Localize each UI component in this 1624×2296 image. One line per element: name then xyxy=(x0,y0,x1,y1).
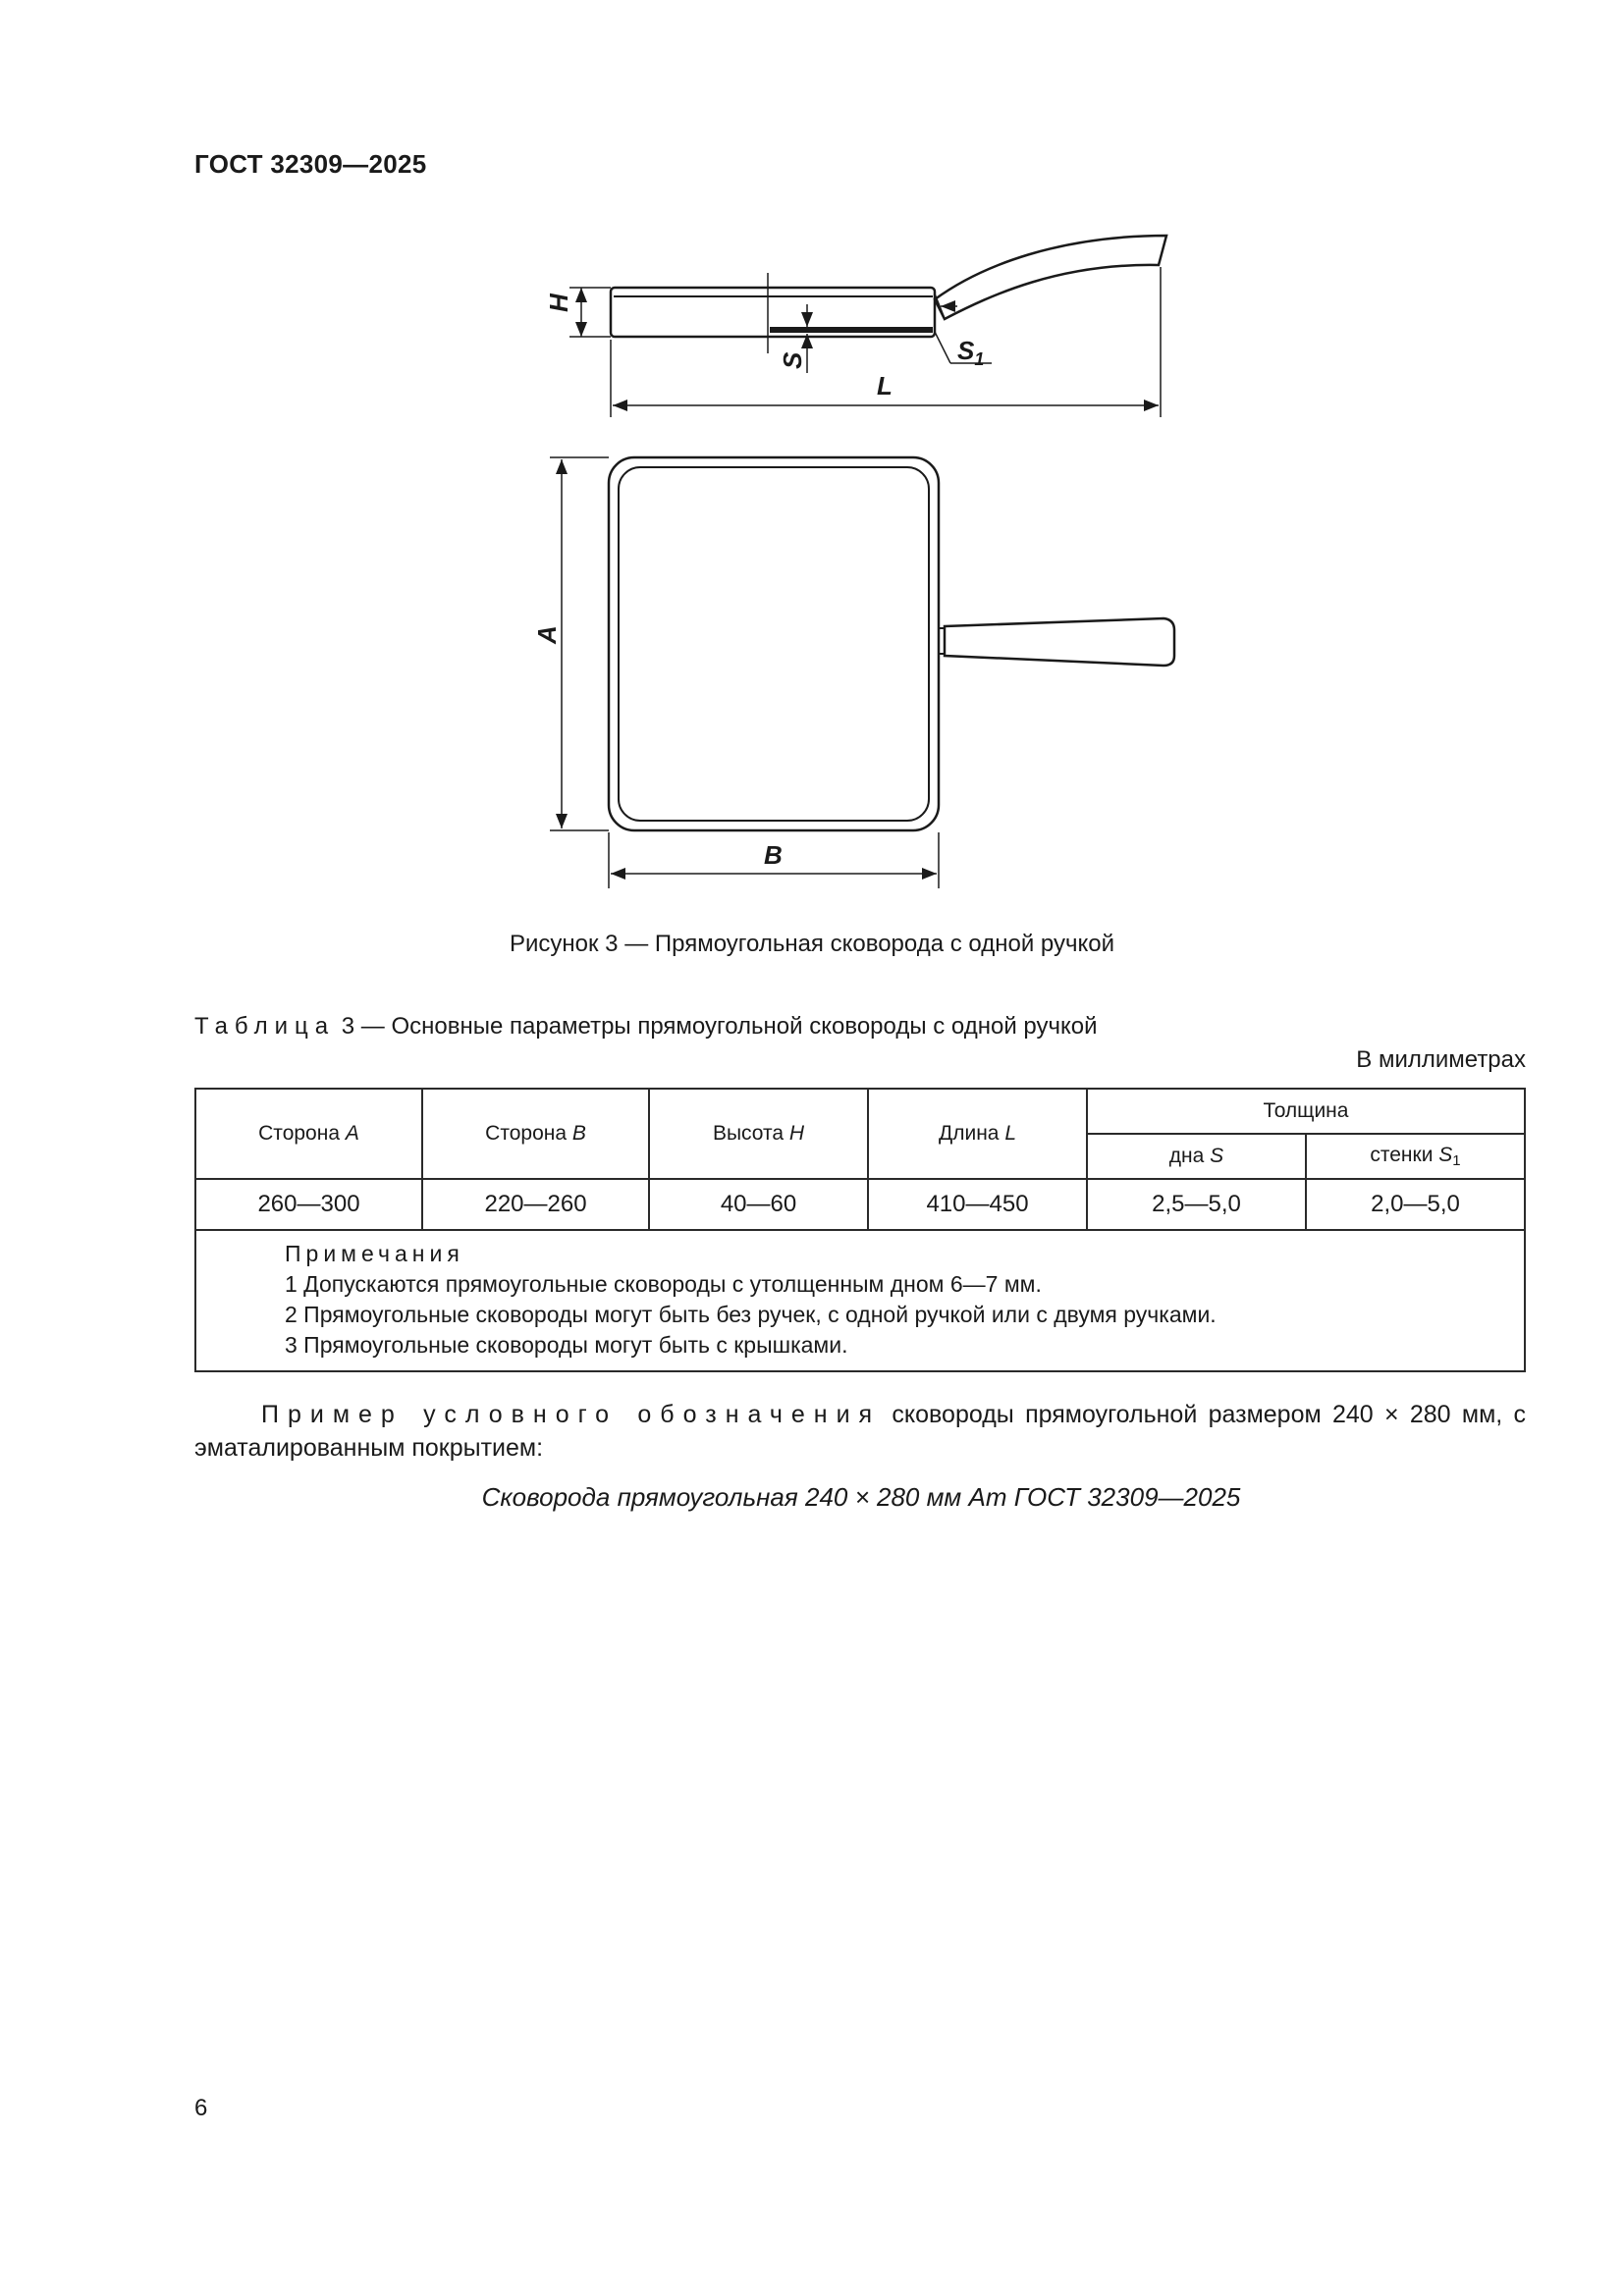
dim-label-h: H xyxy=(544,294,573,312)
cell-length: 410—450 xyxy=(868,1179,1087,1230)
note-item: 2 Прямоугольные сковороды могут быть без ручек, с одной ручкой или с двумя ручками. xyxy=(285,1302,1217,1327)
cell-height: 40—60 xyxy=(649,1179,868,1230)
header-side-a: Сторона A xyxy=(195,1089,422,1179)
parameters-table xyxy=(194,1088,1526,1372)
example-paragraph: Пример условного обозначения сковороды прямоугольной размером 240 × 280 мм, с эматалированным покрытием: xyxy=(194,1401,1527,1462)
note-item: 3 Прямоугольные сковороды могут быть с крышками. xyxy=(285,1332,848,1358)
cell-wall: 2,0—5,0 xyxy=(1306,1179,1525,1230)
header-height: Высота H xyxy=(649,1089,868,1179)
dim-label-s: S xyxy=(778,351,807,369)
side-view xyxy=(569,236,1166,417)
table-title: Таблица 3 — Основные параметры прямоугольной сковороды с одной ручкой xyxy=(194,1013,1098,1040)
dim-label-a: A xyxy=(532,625,562,644)
example-designation: Сковорода прямоугольная 240 × 280 мм Ат ГОСТ 32309—2025 xyxy=(481,1482,1241,1512)
cell-bottom: 2,5—5,0 xyxy=(1087,1179,1306,1230)
cell-side-b: 220—260 xyxy=(422,1179,649,1230)
header-bottom: дна S xyxy=(1087,1134,1306,1179)
document-header: ГОСТ 32309—2025 xyxy=(194,149,427,179)
dim-label-b: B xyxy=(764,840,783,870)
header-wall: стенки $S_1$ xyxy=(1306,1134,1525,1179)
page-number: 6 xyxy=(194,2095,208,2121)
dim-label-l: L xyxy=(877,371,893,400)
pan-drawing xyxy=(530,216,1178,903)
note-item: 1 Допускаются прямоугольные сковороды с утолщенным дном 6—7 мм. xyxy=(285,1271,1042,1297)
header-length: Длина L xyxy=(868,1089,1087,1179)
figure-caption: Рисунок 3 — Прямоугольная сковорода с одной ручкой xyxy=(510,931,1114,957)
top-view xyxy=(550,457,1174,888)
table-row xyxy=(195,1179,1525,1230)
dim-label-s1: $S_1$ xyxy=(957,336,985,369)
cell-side-a: 260—300 xyxy=(195,1179,422,1230)
table-units: В миллиметрах xyxy=(1356,1046,1526,1073)
header-side-b: Сторона B xyxy=(422,1089,649,1179)
header-thickness: Толщина xyxy=(1087,1089,1525,1134)
table-notes xyxy=(195,1230,1525,1371)
notes-title: Примечания xyxy=(285,1241,464,1266)
